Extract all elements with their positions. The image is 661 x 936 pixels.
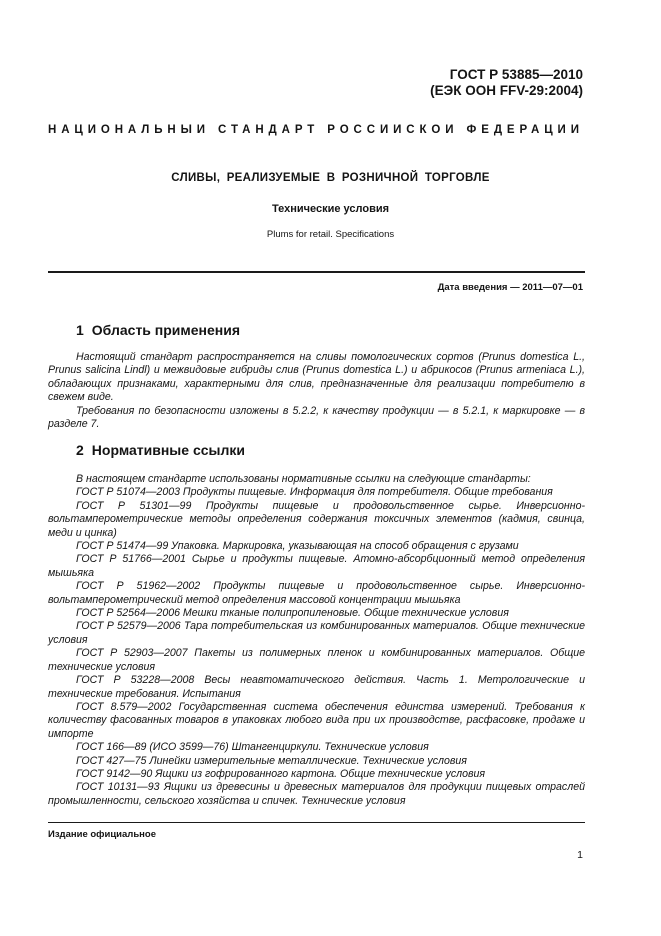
- reference-item: ГОСТ 9142—90 Ящики из гофрированного картона. Общие технические условия: [76, 767, 486, 780]
- section-1-paragraph: Настоящий стандарт распространяется на сливы помологических сортов (Prunus domestica L., Prunus salicina Lindl) и межвидовые гибриды слив (Prunus domestica L.) и абрикосов (Prunus armeniaca L.), обладающих признаками, характерными для слив, предназначенные для реализации потребителю в свежем виде.: [48, 351, 585, 404]
- gost-code-block: [430, 67, 583, 99]
- document-subtitle: Технические условия: [271, 203, 390, 215]
- header-divider: [48, 271, 585, 273]
- reference-item: ГОСТ Р 51074—2003 Продукты пищевые. Информация для потребителя. Общие требования: [76, 486, 553, 499]
- reference-item: ГОСТ Р 52903—2007 Пакеты из полимерных пленок и комбинированных материалов. Общие технические условия: [48, 647, 585, 673]
- reference-item: ГОСТ 166—89 (ИСО 3599—76) Штангенциркули. Технические условия: [76, 741, 429, 754]
- reference-item: ГОСТ Р 53228—2008 Весы неавтоматического действия. Часть 1. Метрологические и технические требования. Испытания: [48, 674, 585, 700]
- section-2-title: Нормативные ссылки: [91, 442, 245, 458]
- section-1-heading: [76, 322, 240, 338]
- section-2-heading: [76, 442, 245, 458]
- reference-item: ГОСТ Р 52579—2006 Тара потребительская из комбинированных материалов. Общие технические условия: [48, 620, 585, 646]
- reference-item: ГОСТ Р 52564—2006 Мешки тканые полипропиленовые. Общие технические условия: [76, 607, 509, 620]
- reference-item: ГОСТ Р 51474—99 Упаковка. Маркировка, указывающая на способ обращения с грузами: [76, 540, 519, 553]
- section-1-number: 1: [76, 322, 84, 338]
- edition-note: Издание официальное: [48, 829, 156, 840]
- reference-item: ГОСТ Р 51301—99 Продукты пищевые и продовольственное сырье. Инверсионно-вольтамперометрические методы определения содержания токсичных элементов (кадмия, свинца, меди и цинка): [48, 499, 585, 539]
- introduction-date: Дата введения — 2011—07—01: [437, 282, 583, 293]
- references-intro: В настоящем стандарте использованы нормативные ссылки на следующие стандарты:: [76, 473, 531, 485]
- reference-item: ГОСТ 8.579—2002 Государственная система обеспечения единства измерений. Требования к количеству фасованных товаров в упаковках любого вида при их производстве, расфасовке, продаже и импорте: [48, 700, 585, 740]
- reference-item: ГОСТ Р 51962—2002 Продукты пищевые и продовольственное сырье. Инверсионно-вольтамперометрический метод определения массовой концентрации мышьяка: [48, 580, 585, 606]
- normative-references-list: [48, 473, 585, 808]
- section-2-number: 2: [76, 442, 84, 458]
- gost-number: ГОСТ Р 53885—2010: [449, 67, 583, 82]
- document-title: СЛИВЫ, РЕАЛИЗУЕМЫЕ В РОЗНИЧНОЙ ТОРГОВЛЕ: [171, 172, 490, 184]
- section-1-body: [48, 351, 585, 431]
- reference-item: ГОСТ 10131—93 Ящики из древесины и древесных материалов для продукции пищевых отраслей промышленности, сельского хозяйства и спичек. Технические условия: [48, 781, 585, 807]
- reference-item: ГОСТ Р 51766—2001 Сырье и продукты пищевые. Атомно-абсорбционный метод определения мышьяка: [48, 553, 585, 579]
- national-standard-heading: НАЦИОНАЛЬНЫЙ СТАНДАРТ РОССИЙСКОЙ ФЕДЕРАЦИИ: [48, 124, 584, 136]
- unece-number: (ЕЭК ООН FFV-29:2004): [430, 83, 583, 98]
- section-1-title: Область применения: [91, 322, 241, 338]
- page-number: 1: [577, 849, 583, 861]
- english-title: Plums for retail. Specifications: [266, 229, 395, 240]
- section-1-paragraph: Требования по безопасности изложены в 5.2.2, к качеству продукции — в 5.2.1, к маркировке — в разделе 7.: [48, 404, 585, 431]
- reference-item: ГОСТ 427—75 Линейки измерительные металлические. Технические условия: [76, 754, 467, 767]
- footer-divider: [48, 822, 585, 823]
